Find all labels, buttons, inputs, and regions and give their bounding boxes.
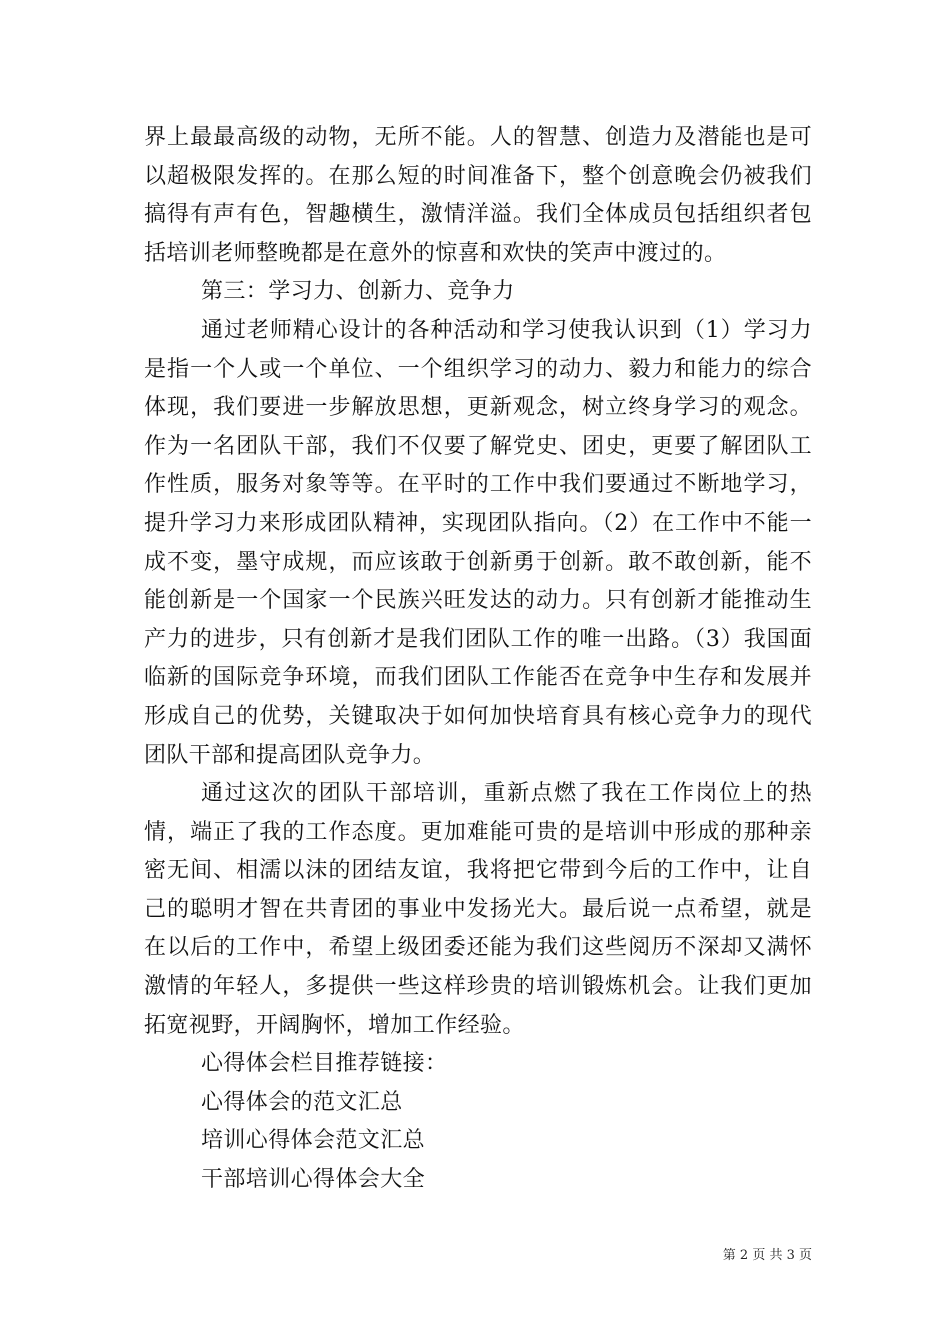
link-item[interactable]: 干部培训心得体会大全 xyxy=(201,1167,426,1193)
page-number: 第 2 页 共 3 页 xyxy=(722,1248,812,1263)
paragraph-conclusion: 通过这次的团队干部培训，重新点燃了我在工作岗位上的热情，端正了我的工作态度。更加难能可贵的是培训中形成的那种亲密无间、相濡以沫的团结友谊，我将把它带到今后的工作中，让自己的聪明才智在共青团的事业中发扬光大。最后说一点希望，就是在以后的工作中，希望上级团委还能为我们这些阅历不深却又满怀激情的年轻人，多提供一些这样珍贵的培训锻炼机会。让我们更加拓宽视野，开阔胸怀，增加工作经验。 xyxy=(144,781,812,1038)
recommended-links xyxy=(144,1084,812,1200)
document-body xyxy=(144,119,812,1200)
paragraph-learning-innovation: 通过老师精心设计的各种活动和学习使我认识到（1）学习力是指一个人或一个单位、一个组织学习的动力、毅力和能力的综合体现，我们要进一步解放思想，更新观念，树立终身学习的观念。作为一名团队干部，我们不仅要了解党史、团史，更要了解团队工作性质，服务对象等等。在平时的工作中我们要通过不断地学习，提升学习力来形成团队精神，实现团队指向。（2）在工作中不能一成不变，墨守成规，而应该敢于创新勇于创新。敢不敢创新，能不能创新是一个国家一个民族兴旺发达的动力。只有创新才能推动生产力的进步，只有创新才是我们团队工作的唯一出路。（3）我国面临新的国际竞争环境，而我们团队工作能否在竞争中生存和发展并形成自己的优势，关键取决于如何加快培育具有核心竞争力的现代团队干部和提高团队竞争力。 xyxy=(144,317,812,768)
link-item[interactable]: 培训心得体会范文汇总 xyxy=(201,1128,426,1154)
section-heading: 第三：学习力、创新力、竞争力 xyxy=(201,279,515,305)
links-heading: 心得体会栏目推荐链接： xyxy=(201,1051,448,1077)
link-item[interactable]: 心得体会的范文汇总 xyxy=(201,1089,403,1115)
paragraph-continuation: 界上最最高级的动物，无所不能。人的智慧、创造力及潜能也是可以超极限发挥的。在那么短的时间准备下，整个创意晚会仍被我们搞得有声有色，智趣横生，激情洋溢。我们全体成员包括组织者包括培训老师整晚都是在意外的惊喜和欢快的笑声中渡过的。 xyxy=(144,125,812,266)
